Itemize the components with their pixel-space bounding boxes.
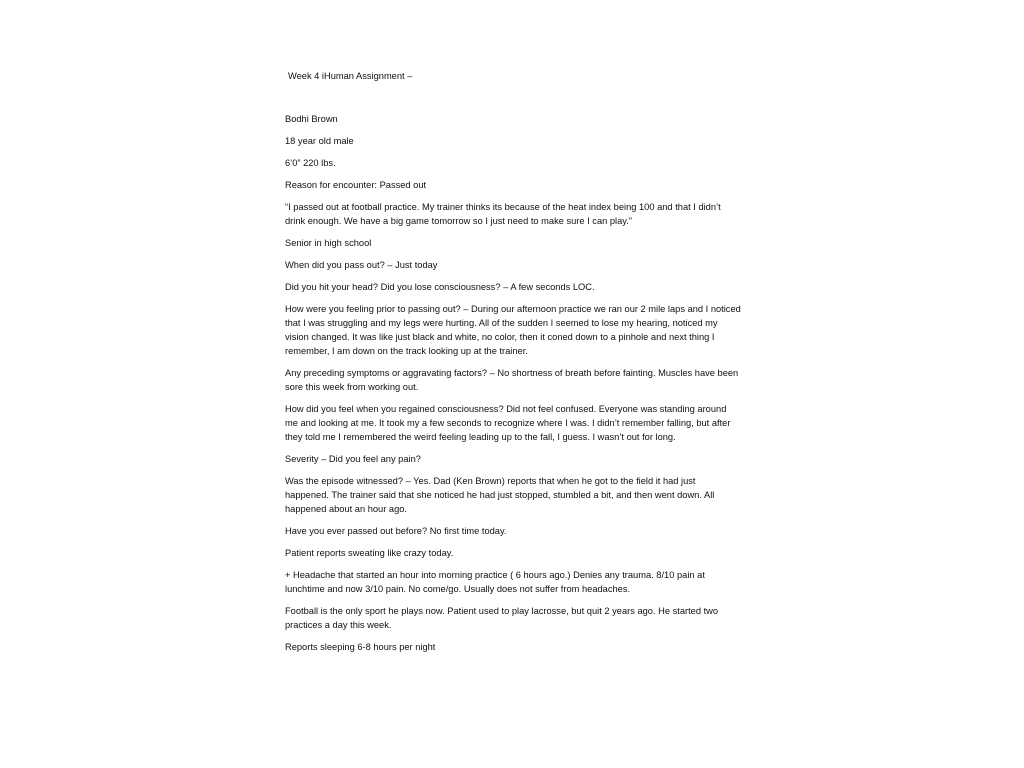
patient-name: Bodhi Brown (285, 114, 338, 124)
headache-paragraph: + Headache that started an hour into morning practice ( 6 hours ago.) Denies any trauma. 8/10 pain at lunchtime and now 3/10 pain. No come/go. Usually does not suffer from headaches. (285, 570, 705, 594)
sleep-note: Reports sleeping 6-8 hours per night (285, 642, 436, 652)
sweating-note: Patient reports sweating like crazy today. (285, 548, 454, 558)
patient-age-sex: 18 year old male (285, 136, 354, 146)
prior-feeling-paragraph: How were you feeling prior to passing out? – During our afternoon practice we ran our 2 mile laps and I noticed that I was struggling and my legs were hurting. All of the sudden I seemed to lose my hearing, noticed my vision changed. It was like just black and white, no color, then it coned down to a pinhole and next thing I remember, I am down on the track looking up at the trainer. (285, 304, 741, 356)
prior-episodes-question: Have you ever passed out before? No first time today. (285, 526, 507, 536)
document-title: Week 4 iHuman Assignment – (288, 71, 413, 81)
onset-question: When did you pass out? – Just today (285, 260, 438, 270)
severity-question: Severity – Did you feel any pain? (285, 454, 421, 464)
school-status: Senior in high school (285, 238, 372, 248)
sports-paragraph: Football is the only sport he plays now. Patient used to play lacrosse, but quit 2 years ago. He started two practices a day this week. (285, 606, 719, 630)
document-page (285, 69, 741, 662)
head-injury-question: Did you hit your head? Did you lose consciousness? – A few seconds LOC. (285, 282, 595, 292)
regained-consciousness-paragraph: How did you feel when you regained consciousness? Did not feel confused. Everyone was standing around me and looking at me. It took my a few seconds to recognize where I was. I didn’t remember falling, but after they told me I remembered the weird feeling leading up to the fall, I guess. I wasn’t out for long. (285, 404, 731, 442)
patient-height-weight: 6’0” 220 lbs. (285, 158, 336, 168)
witnessed-paragraph: Was the episode witnessed? – Yes. Dad (Ken Brown) reports that when he got to the field it had just happened. The trainer said that she noticed he had just stopped, stumbled a bit, and then went down. All happened about an hour ago. (285, 476, 715, 514)
patient-quote: “I passed out at football practice. My trainer thinks its because of the heat index being 100 and that I didn’t drink enough. We have a big game tomorrow so I just need to make sure I can play.” (285, 202, 721, 226)
preceding-symptoms-paragraph: Any preceding symptoms or aggravating factors? – No shortness of breath before fainting. Muscles have been sore this week from working out. (285, 368, 739, 392)
reason-for-encounter: Reason for encounter: Passed out (285, 180, 427, 190)
